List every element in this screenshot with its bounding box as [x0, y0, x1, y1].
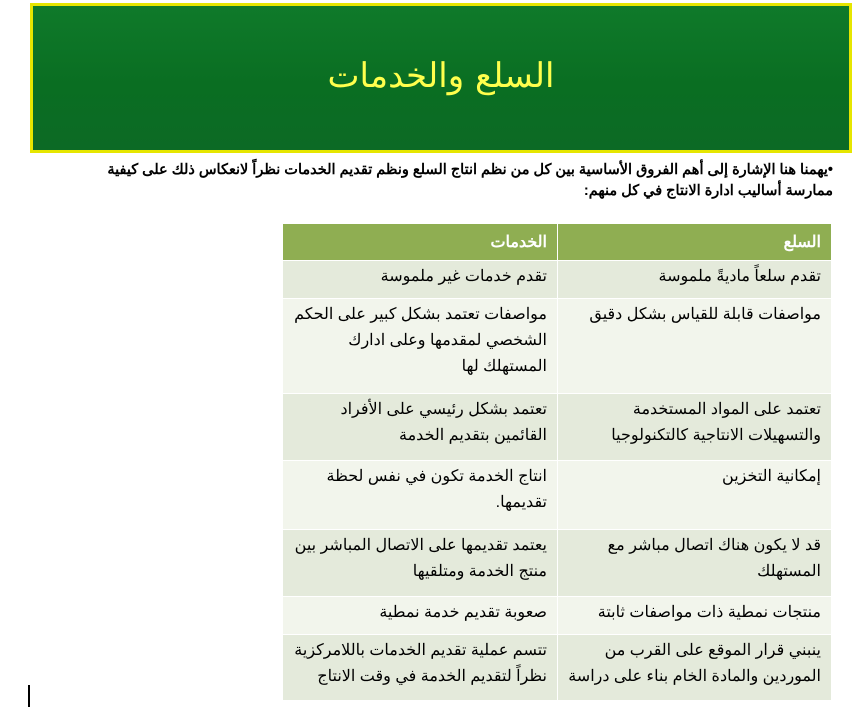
table-row	[283, 530, 831, 597]
services-cell: يعتمد تقديمها على الاتصال المباشر بين منتج الخدمة ومتلقيها	[294, 537, 547, 580]
table-header-row	[283, 224, 831, 261]
table-row	[283, 299, 831, 394]
table-row	[283, 597, 831, 635]
goods-cell: تعتمد على المواد المستخدمة والتسهيلات الانتاجية كالتكنولوجيا	[557, 394, 831, 460]
comparison-table	[283, 224, 831, 701]
services-cell: انتاج الخدمة تكون في نفس لحظة تقديمها.	[326, 468, 547, 511]
services-cell: صعوبة تقديم خدمة نمطية	[379, 604, 547, 621]
goods-cell: منتجات نمطية ذات مواصفات ثابتة	[557, 597, 831, 634]
text-cursor-mark	[28, 685, 30, 707]
table-row	[283, 261, 831, 299]
header-services: الخدمات	[490, 234, 547, 251]
title-banner	[30, 3, 852, 153]
slide-title: السلع والخدمات	[327, 56, 555, 96]
goods-cell: ينبني قرار الموقع على القرب من الموردين والمادة الخام بناء على دراسة	[557, 635, 831, 700]
table-row	[283, 461, 831, 530]
goods-cell: مواصفات قابلة للقياس بشكل دقيق	[557, 299, 831, 393]
intro-paragraph: •يهمنا هنا الإشارة إلى أهم الفروق الأساسية بين كل من نظم انتاج السلع ونظم تقديم الخدمات نظراً لانعكاس ذلك على كيفية ممارسة أساليب ادارة الانتاج في كل منهم:	[107, 162, 833, 199]
goods-cell: إمكانية التخزين	[557, 461, 831, 529]
goods-cell: تقدم سلعاً ماديةً ملموسة	[557, 261, 831, 298]
header-goods: السلع	[557, 224, 831, 260]
services-cell: تقدم خدمات غير ملموسة	[380, 268, 547, 285]
goods-cell: قد لا يكون هناك اتصال مباشر مع المستهلك	[557, 530, 831, 596]
services-cell: تعتمد بشكل رئيسي على الأفراد القائمين بتقديم الخدمة	[340, 401, 547, 444]
services-cell: مواصفات تعتمد بشكل كبير على الحكم الشخصي لمقدمها وعلى ادارك المستهلك لها	[294, 306, 547, 375]
table-row	[283, 394, 831, 461]
services-cell: تتسم عملية تقديم الخدمات باللامركزية نظراً لتقديم الخدمة في وقت الانتاج	[294, 642, 547, 685]
table-row	[283, 635, 831, 701]
